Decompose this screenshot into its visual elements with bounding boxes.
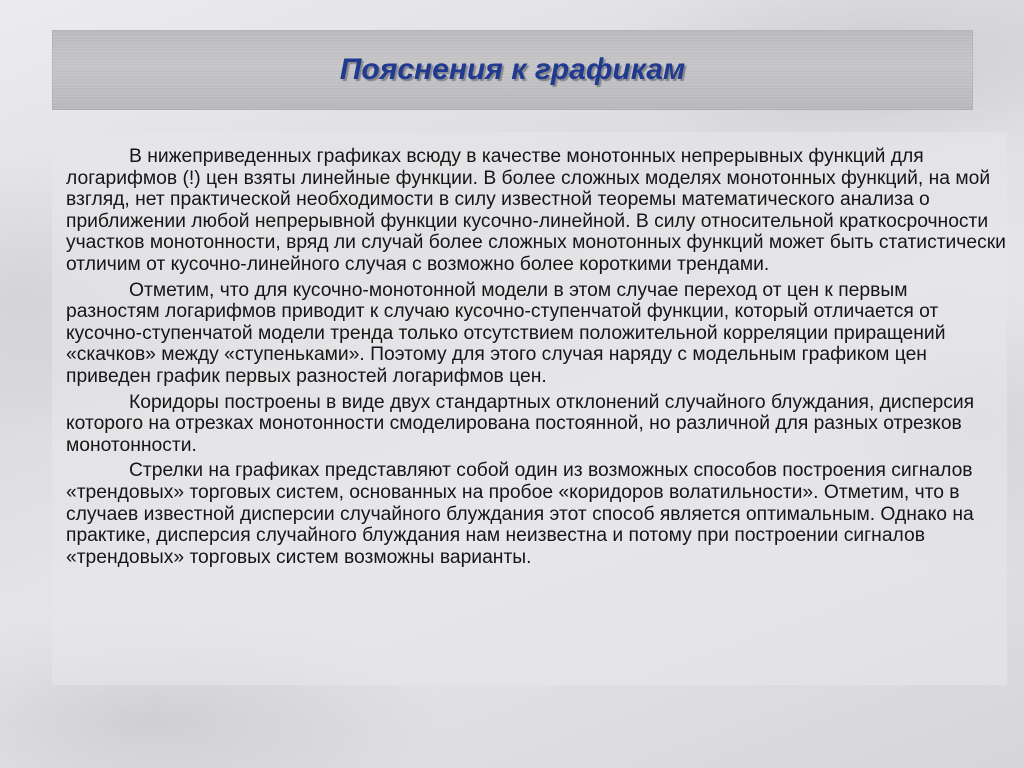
paragraph-3: Коридоры построены в виде двух стандартных отклонений случайного блуждания, дисперсия которого на отрезках монотонности смоделирована постоянной, но различной для разных отрезков монотонности. — [66, 391, 975, 456]
paragraph-2: Отметим, что для кусочно-монотонной модели в этом случае переход от цен к первым разностям логарифмов приводит к случаю кусочно-ступенчатой функции, который отличается от кусочно-ступенчатой модели тренда только отсутствием положительной корреляции приращений «скачков» между «ступеньками». Поэтому для этого случая наряду с модельным графиком цен приведен график первых разностей логарифмов цен. — [66, 279, 946, 387]
paragraph-4: Стрелки на графиках представляют собой один из возможных способов построения сигналов «трендовых» торговых систем, основанных на пробое «коридоров волатильности». Отметим, что в случаев известной дисперсии случайного блуждания этот способ является оптимальным. Однако на практике, дисперсия случайного блуждания нам неизвестна и потому при построении сигналов «трендовых» торговых систем возможны варианты. — [66, 460, 974, 568]
slide-title: Пояснения к графикам — [339, 53, 686, 86]
title-band — [52, 30, 973, 110]
paragraph-1: В нижеприведенных графиках всюду в качестве монотонных непрерывных функций для логарифмов (!) цен взяты линейные функции. В более сложных моделях монотонных функций, на мой взгляд, нет практической необходимости в силу известной теоремы математического анализа о приближении любой непрерывной функции кусочно-линейной. В силу относительной краткосрочности участков монотонности, вряд ли случай более сложных монотонных функций может быть статистически отличим от кусочно-линейного случая с возможно более короткими трендами. — [66, 146, 1006, 275]
body-text — [66, 146, 1006, 572]
